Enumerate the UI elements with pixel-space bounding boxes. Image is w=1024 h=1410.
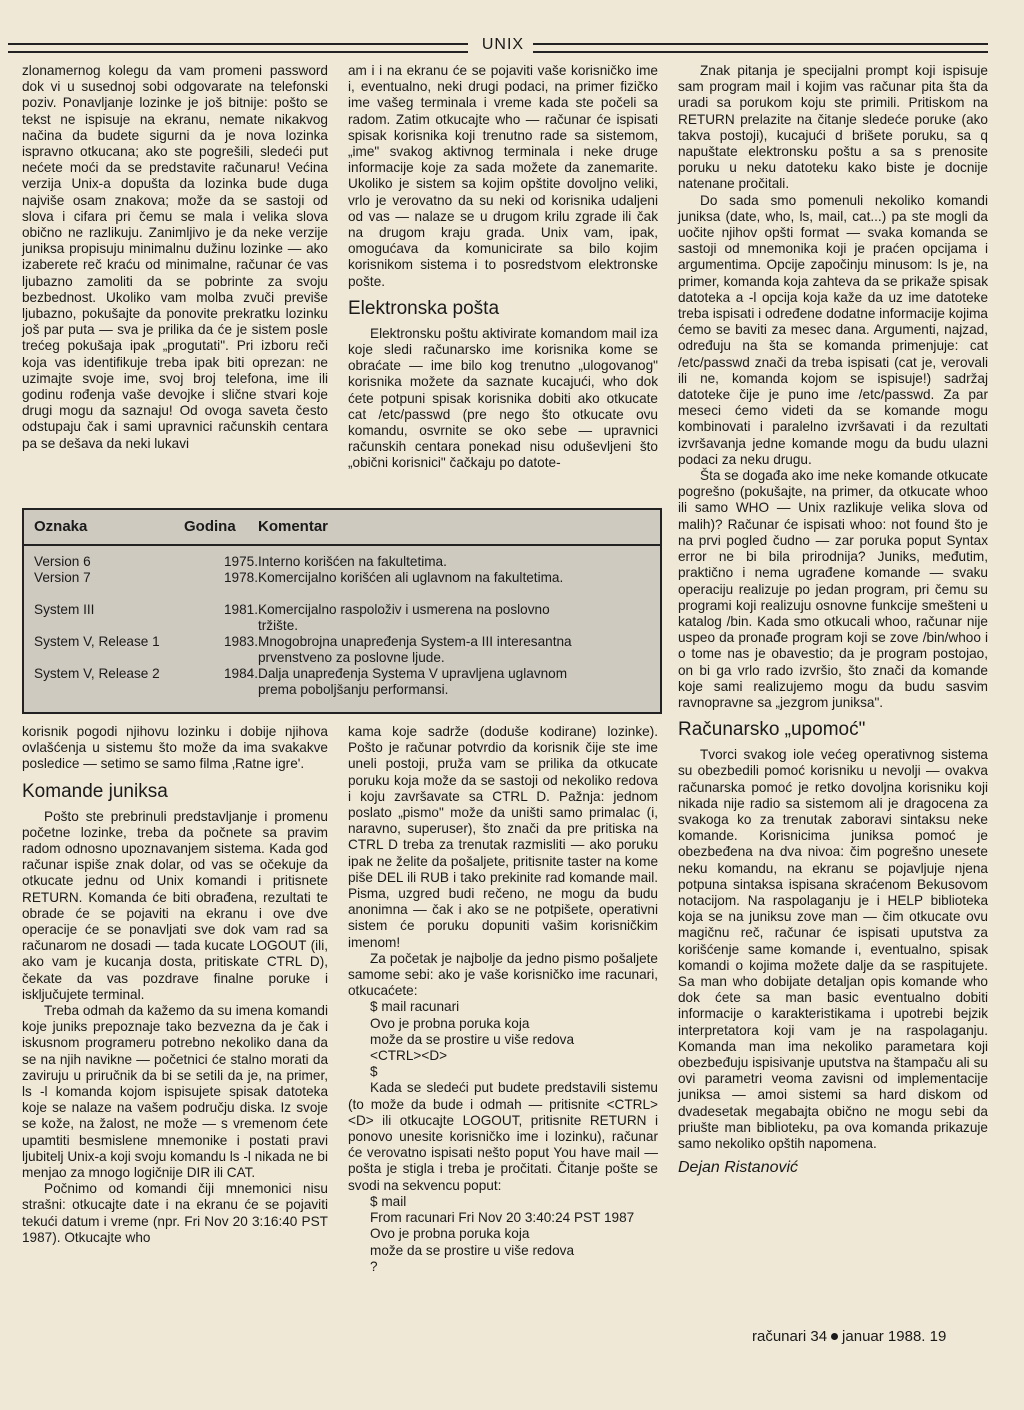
cell-comment: Komercijalno raspoloživ i usmerena na poslovno tržište. <box>258 602 550 633</box>
code-line: <CTRL><D> <box>370 1048 448 1064</box>
column-3 <box>678 63 988 1176</box>
unix-versions-table <box>22 508 662 714</box>
cell-label: Version 6 <box>34 554 91 569</box>
code-line: ? <box>370 1258 378 1274</box>
paragraph: Za početak je najbolje da jedno pismo pošaljete samome sebi: ako je vaše korisničko ime racunari, otkucaćete: <box>348 950 658 999</box>
paragraph: am i i na ekranu će se pojaviti vaše korisničko ime i, eventualno, neki drugi podaci, na primer fizičko ime vašeg terminala i vreme kada ste počeli sa radom. Zatim otkucajte who — računar će ispisati spisak korisnika koji trenutno rade sa sistemom, „ime" svakog aktivnog terminala i neke druge informacije koje za sada možete da zanemarite. Ukoliko je sistem sa kojim opštite dovoljno veliki, vrlo je verovatno da su neki od korisnika udaljeni od vas — nalaze se u drugom krilu zgrade ili čak na drugom kraju grada. Unix vam, ipak, omogućava da komunicirate sa bilo kojim korisnikom sistema i to posredstvom elektronske pošte. <box>348 63 658 289</box>
code-line: $ <box>370 1064 378 1080</box>
code-line: Ovo je probna poruka koja <box>370 1226 530 1242</box>
code-line: From racunari Fri Nov 20 3:40:24 PST 1987 <box>370 1210 635 1226</box>
cell-year: 1983. <box>223 634 258 649</box>
header-godina: Godina <box>184 518 236 535</box>
cell-year: 1975. <box>223 554 258 569</box>
page-footer <box>752 1328 946 1345</box>
column-2-bottom <box>348 724 658 1275</box>
paragraph: kama koje sadrže (doduše kodirane) lozinke). Pošto je računar potvrdio da korisnik čije ste ime uneli postoji, pruža vam se prilika da otkucate poruku koja može da se sastoji od nekoliko redova i koju završavate sa CTRL D. Pažnja: jednom poslato „pismo" može da uništi samo primalac (i, naravno, superuser), što znači da pre pritiska na CTRL D treba za trenutak razmisliti — ako poruku ipak ne želite da pošaljete, pritisnite taster na kome piše DEL ili RUB i tako prekinite rad komande mail. Pisma, uzgred budi rečeno, ne mogu da budu anonimna — čak i ako se ne potpišete, operativni sistem će poruku dopuniti vašim korisničkim imenom! <box>348 724 658 950</box>
cell-comment: Dalja unapređenja Systema V upravljena uglavnom prema poboljšanju performansi. <box>258 666 568 697</box>
paragraph: Elektronsku poštu aktivirate komandom mail iza koje sledi računarsko ime korisnika kome se obraćate — ime bilo kog trenutno „ulogovanog" korisnika možete da saznate kucajući, who dok ćete potpuni spisak korisnika dobiti ako otkucate cat /etc/passwd (pre nego što otkucate ovu komandu, osvrnite se oko sebe — upravnici računskih centara ponekad nisu oduševljeni što „obični korisnici" čačkaju po datote- <box>348 325 658 471</box>
code-line: $ mail racunari <box>370 999 460 1015</box>
paragraph: Kada se sledeći put budete predstavili sistemu (to može da bude i odmah — pritisnite <CTRL><D> ili otkucajte LOGOUT, pritisnite RETURN i ponovo unesite korisničko ime i lozinku), računar će verovatno ispisati nešto poput You have mail — pošta je stigla i treba je pročitati. Čitanje pošte se svodi na sekvencu poput: <box>348 1080 658 1193</box>
paragraph: Treba odmah da kažemo da su imena komandi koje juniks prepoznaje tako bezvezna da je čak i iskusnom programeru potrebno nekoliko dana da se na njih navikne — početnici će stalno morati da zaviruju u priručnik da bi se setili da je, na primer, ls -l komanda kojom ispisujete spisak datoteka koje se nalaze na vašem području diska. Iz svoje se kože, na žalost, ne može — s vremenom ćete upamtiti besmislene mnemonike i postati pravi ljubitelj Unix-a koji svoju komandu ls -l nikada ne bi menjao za mnogo logičnije DIR ili CAT. <box>22 1003 329 1181</box>
section-heading-mail: Elektronska pošta <box>348 297 500 319</box>
column-2-top <box>348 63 658 472</box>
cell-year: 1984. <box>223 666 258 681</box>
cell-label: Version 7 <box>34 570 91 585</box>
header-komentar: Komentar <box>258 518 329 535</box>
paragraph: Pošto ste prebrinuli predstavljanje i promenu početne lozinke, treba da počnete sa pravim radom odnosno upoznavanjem sistema. Kada god računar ispiše znak dolar, od vas se očekuje da otkucate jednu od Unix komandi i pritisnete RETURN. Komanda će biti obrađena, rezultati te obrade će se pojaviti na ekranu i ove dve operacije će se ponavljati sve dok vam rad sa računarom ne dosadi — tada kucate LOGOUT (ili, ako vam je kucanja dosta, pritiskate CTRL D), čekate da vas pozdrave finalne poruke i isključujete terminal. <box>22 808 328 1002</box>
header-oznaka: Oznaka <box>34 518 88 535</box>
issue-date: januar 1988. <box>842 1328 926 1345</box>
column-1-top <box>22 63 328 452</box>
cell-comment: Interno korišćen na fakultetima. <box>258 554 447 569</box>
bullet-icon <box>831 1333 838 1340</box>
cell-label: System V, Release 2 <box>34 666 160 681</box>
cell-comment: Mnogobrojna unapređenja System-a III interesantna prvenstveno za poslovne ljude. <box>258 634 572 665</box>
cell-year: 1978. <box>223 570 258 585</box>
code-line: Ovo je probna poruka koja <box>370 1015 530 1031</box>
paragraph: Do sada smo pomenuli nekoliko komandi juniksa (date, who, ls, mail, cat...) pa ste mogli da uočite njihov opšti format — svaka komanda se sastoji od mnemonika koji je praćen opcijama i argumentima. Opcije započinju minusom: ls je, na primer, komanda koja zahteva da se prikaže spisak datoteka a -l opcija koja kaže da uz ime datoteke treba ispisati i određene dodatne informacije kojima ćemo se baviti za mesec dana. Argumenti, najzad, određuju na šta se komanda primenjuje: cat /etc/passwd znači da treba ispisati (cat je, verovali ili ne, komanda kojom se ispisuje!) sadržaj datoteke čije je puno ime /etc/passwd. Za par meseci ćemo videti da se komande mogu kombinovati i paralelno izvršavati i da rezultati izvršavanja jedne komande mogu da budu ulazni podaci za neku drugu. <box>678 192 988 467</box>
column-1-bottom <box>22 724 328 1246</box>
section-header <box>8 36 988 58</box>
header-rule-right <box>533 43 988 53</box>
paragraph: Počnimo od komandi čiji mnemonici nisu strašni: otkucajte date i na ekranu će se pojaviti tekući datum i vreme (npr. Fri Nov 20 3:16:40 PST 1987). Otkucajte who <box>22 1181 328 1245</box>
cell-comment: Komercijalno korišćen ali uglavnom na fakultetima. <box>258 570 564 585</box>
paragraph: Tvorci svakog iole većeg operativnog sistema su obezbedili pomoć korisniku u nevolji — ovakva računarska pomoć je retko dovoljna korisniku koji nikada nije radio sa sistemom ali je dragocena za svakoga ko za trenutak zaboravi sintaksu neke komande. Korisnicima juniksa pomoć je obezbeđena na dva nivoa: čim pogrešno unesete neku komandu, na ekranu se pojavljuje njena potpuna sintaksa ispisana skraćenom Bekusovom notacijom. Na raspolaganju je i HELP biblioteka koja se na juniksu zove man — čim otkucate ovu magičnu reč, računar će ispisati uputstva za korišćenje same komande i, eventualno, spisak komandi o kojima možete dalje da se raspitujete. Sa man who dobijate detaljan opis komande who dok ćete sa man basic eventualno dobiti informacije o karakteristikama i upotrebi bejzik interpretatora koji vam je na raspolaganju. Komanda man ima nekoliko parametara koji obezbeđuju ispisivanje uputstva na štampaču ali su ovi parametri veoma zavisni od implementacije juniksa — amoi sistemi sa hard diskom od dvadesetak megabajta obično ne mogu sebi da priušte man biblioteku, pa ova komanda prikazuje samo nekoliko opštih napomena. <box>678 747 988 1151</box>
magazine-issue: računari 34 <box>752 1328 828 1345</box>
section-title: UNIX <box>481 36 525 53</box>
cell-label: System V, Release 1 <box>34 634 160 649</box>
paragraph: zlonamernog kolegu da vam promeni password dok vi u susednoj sobi odgovarate na telefonski poziv. Ponavljanje lozinke je još bitnije: pošto se tekst ne ispisuje na ekranu, nemate nikakvog načina da budete sigurni da je nova lozinka ispravno otkucana; ako ste pogrešili, sledeći put nećete moći da se predstavite računaru! Većina verzija Unix-a dopušta da lozinka bude duga najviše osam znakova; može da se sastoji od slova i cifara pri čemu se mala i velika slova obično ne razlikuju. Zanimljivo je da neke verzije juniksa propisuju minimalnu dužinu lozinke — ako izaberete reč kraću od minimalne, računar će vas ljubazno zamoliti da se pobrinte za svoju bezbednost. Ukoliko vam molba zvuči previše ljubazno, pokušajte da ponovite prekratku lozinku još par puta — sva je prilika da će je sistem posle trećeg pokušaja ipak „progutati". Pri izboru reči koja vas identifikuje treba ipak biti oprezan: ne uzimajte svoje ime, svoj broj telefona, ime ili godinu rođenja vaše devojke i slične stvari koje drugi mogu da saznaju! Od ovoga saveta često odstupaju čak i sami upravnici računskih centara pa se dešava da neki lukavi <box>22 63 328 451</box>
code-line: može da se prostire u više redova <box>370 1242 575 1258</box>
code-line: $ mail <box>370 1193 407 1209</box>
paragraph: Šta se događa ako ime neke komande otkucate pogrešno (pokušajte, na primer, da otkucate whoo ili samo WHO — Unix razlikuje velika slova od malih)? Računar će ispisati whoo: not found što je na prvi pogled čudno — zar poruka poput Syntax error ne bi bila prirodnija? Juniks, međutim, praktično i nema ugrađene komande — svaku operaciju realizuje po jedan program, pri čemu su programi koji realizuju osnovne funkcije smešteni u katalog /bin. Kada smo otkucali whoo, računar nije uspeo da pronađe program koji se zove /bin/whoo i o tome nas je obavestio; da je program postojao, on bi ga vrlo rado izvršio, što znači da komande koje sami realizujemo mogu da budu sasvim ravnopravne sa „jezgrom juniksa". <box>678 468 988 710</box>
page-number: 19 <box>929 1328 947 1345</box>
paragraph: korisnik pogodi njihovu lozinku i dobije njihova ovlašćenja u sistemu što može da ima svakakve posledice — setimo se samo filma ‚Ratne igre'. <box>22 724 328 772</box>
header-rule-left <box>8 43 468 53</box>
cell-label: System III <box>34 602 95 617</box>
section-heading-help: Računarsko „upomoć" <box>678 719 866 741</box>
paragraph: Znak pitanja je specijalni prompt koji ispisuje sam program mail i kojim vas računar pita šta da uradi sa porukom koju ste primili. Pritiskom na RETURN prelazite na čitanje sledeće poruke (ako takva postoji), kucajući d brišete poruku, sa q napuštate elektronsku poštu a sa s prenosite poruku u neku datoteku kako biste je docnije natenane pročitali. <box>678 63 988 192</box>
author-signature: Dejan Ristanović <box>678 1159 799 1177</box>
section-heading-commands: Komande juniksa <box>22 780 168 802</box>
code-line: može da se prostire u više redova <box>370 1031 575 1047</box>
table-header <box>24 510 660 546</box>
cell-year: 1981. <box>223 602 258 617</box>
